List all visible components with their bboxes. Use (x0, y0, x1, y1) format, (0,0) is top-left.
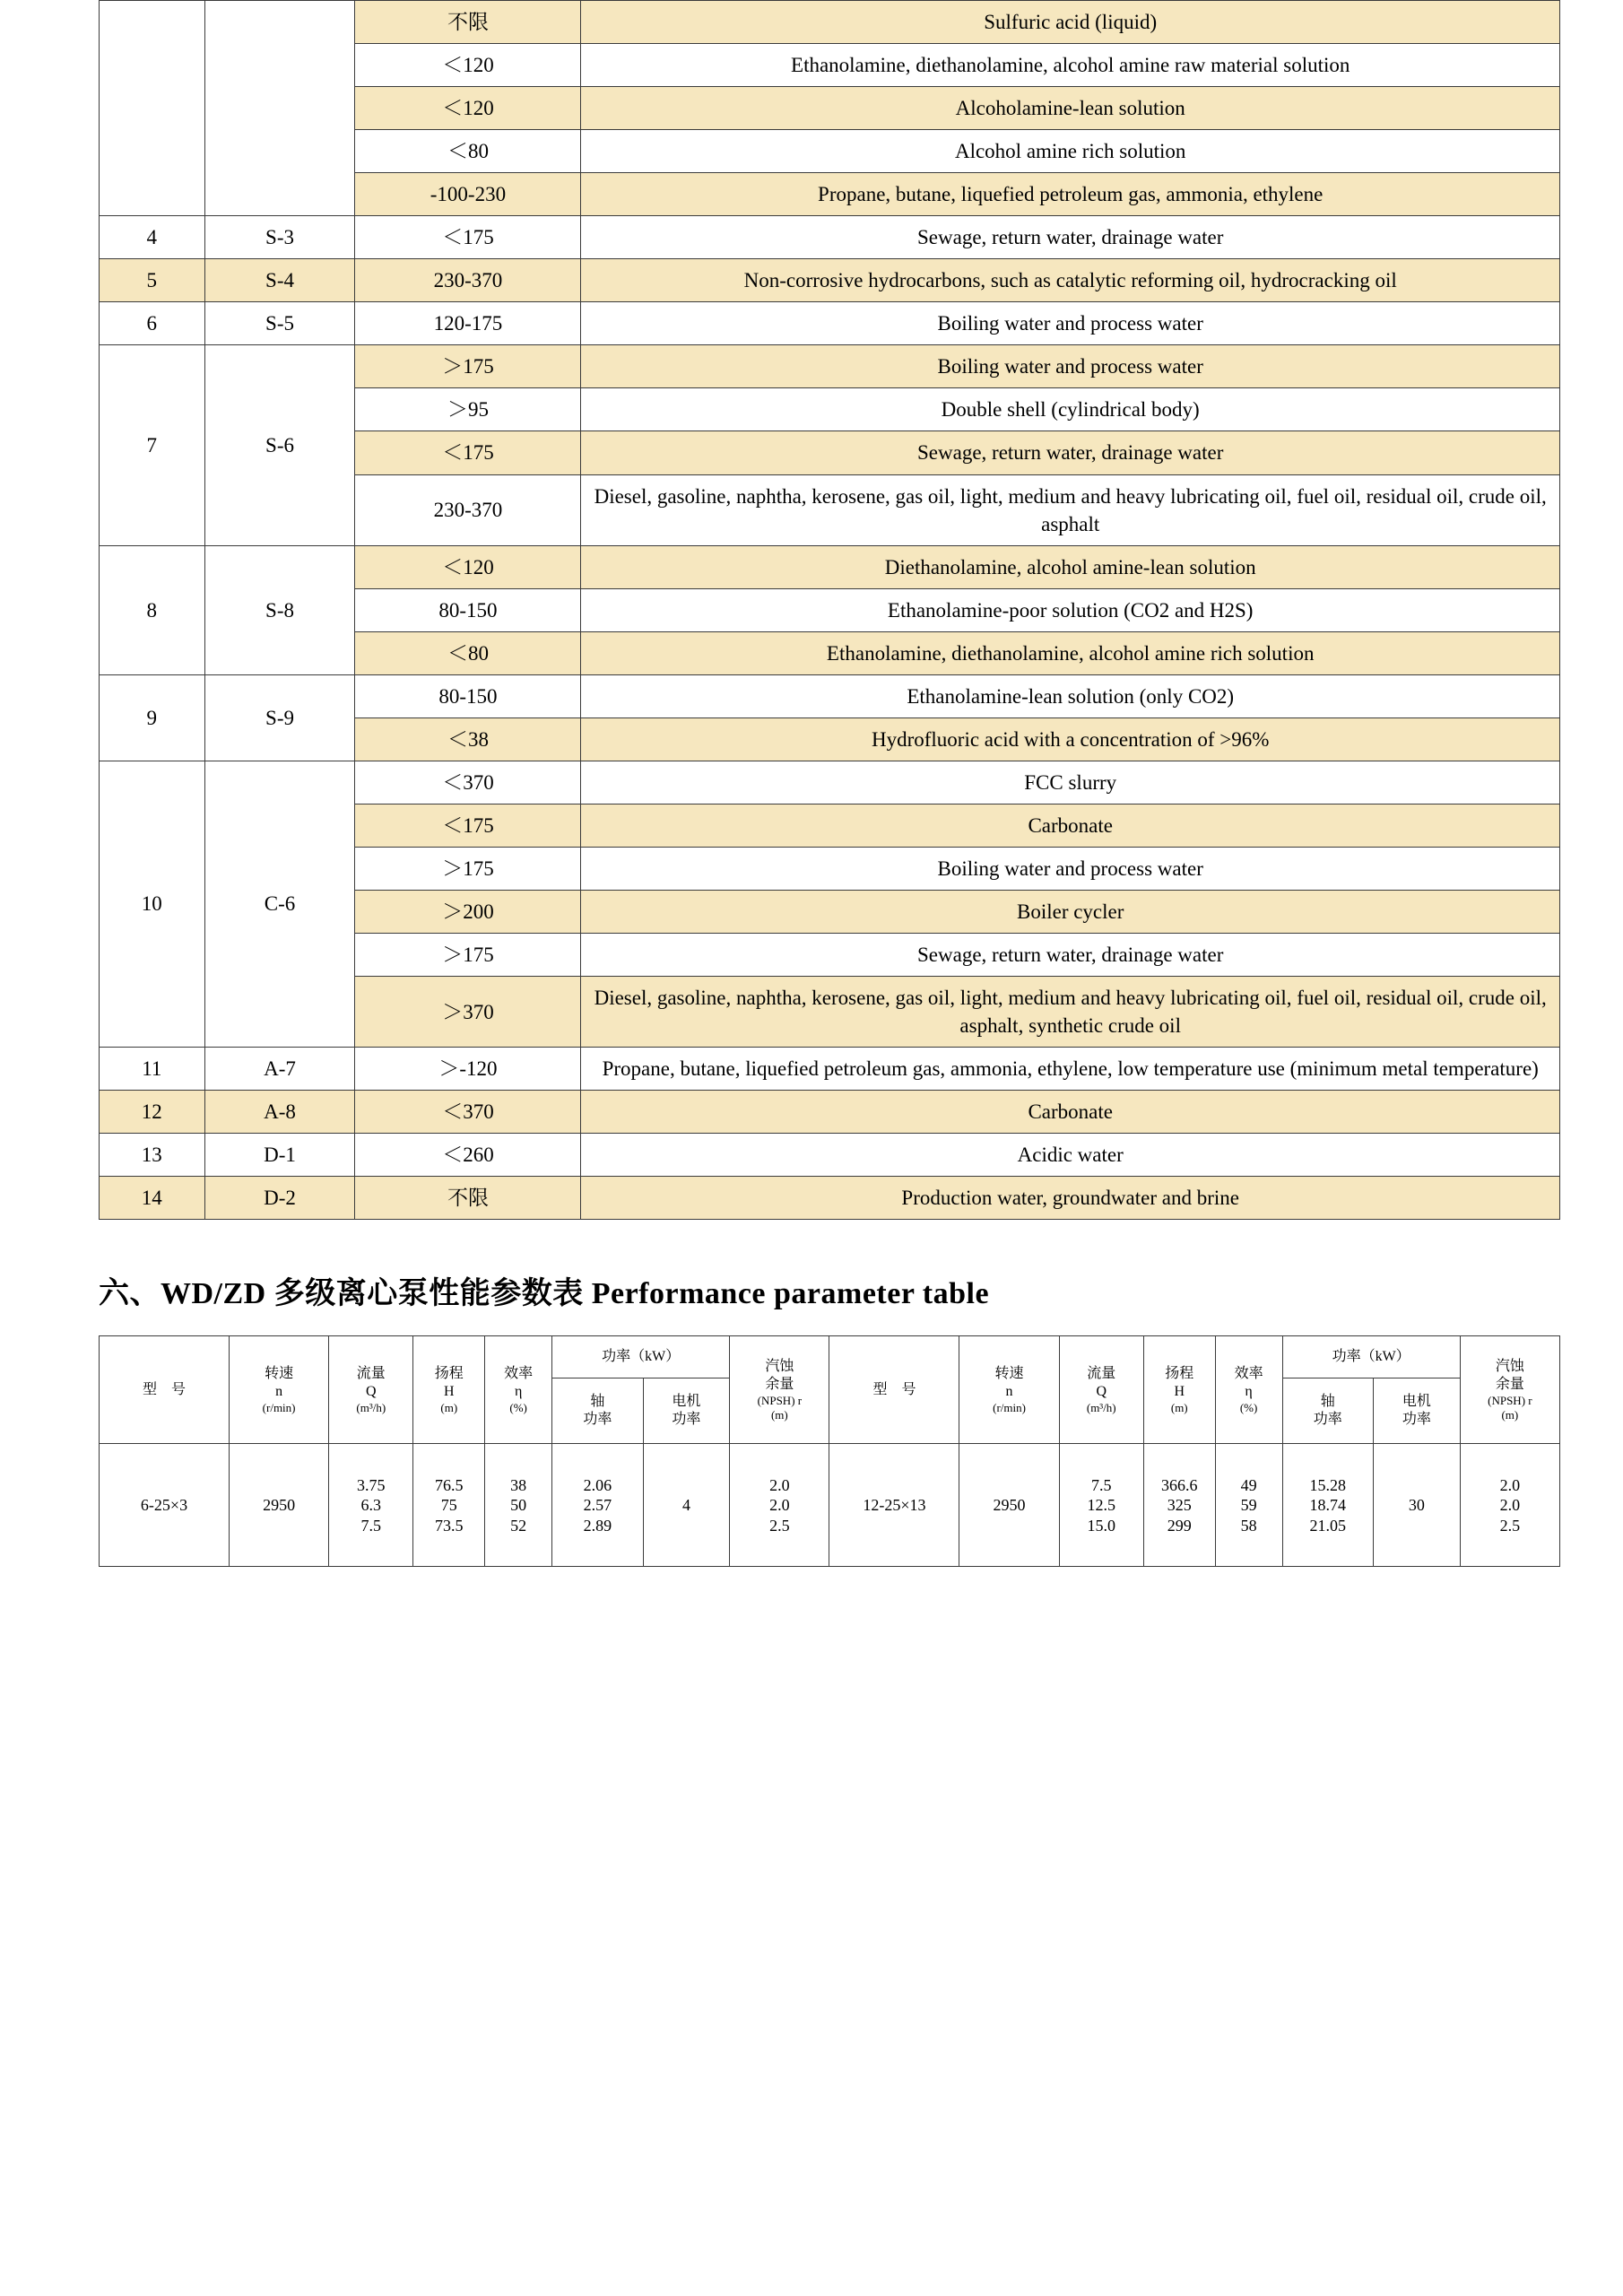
medium-cell: Alcohol amine rich solution (581, 130, 1560, 173)
temperature-cell: ＜260 (355, 1134, 581, 1177)
table-row (100, 1048, 1560, 1091)
table-row (100, 1134, 1560, 1177)
header-npsh-symbol: (NPSH) r (1488, 1393, 1532, 1407)
row-number-cell: 6 (100, 302, 205, 345)
header-shaft-power-right (1282, 1378, 1374, 1444)
header-flow-unit: (m³/h) (356, 1400, 386, 1414)
medium-cell: Propane, butane, liquefied petroleum gas, ammonia, ethylene, low temperature use (minimum metal temperature) (581, 1048, 1560, 1091)
header-head-unit: (m) (1170, 1400, 1188, 1414)
npsh-v1: 2.0 (1499, 1475, 1521, 1494)
npsh-v3: 2.5 (1499, 1516, 1521, 1535)
model-value-right: 12-25×13 (829, 1444, 959, 1567)
temperature-cell: ＜80 (355, 130, 581, 173)
header-shaft-power-l2: 功率 (1313, 1412, 1342, 1428)
header-flow-symbol: Q (366, 1383, 377, 1399)
head-v3: 299 (1167, 1516, 1192, 1535)
shaft-power-values-left (552, 1444, 644, 1567)
temperature-cell: ＞175 (355, 847, 581, 890)
medium-cell: Ethanolamine, diethanolamine, alcohol amine raw material solution (581, 44, 1560, 87)
row-number-cell: 10 (100, 761, 205, 1047)
temperature-cell: ＜175 (355, 216, 581, 259)
materials-table (99, 0, 1560, 1220)
motor-power-value-left: 4 (643, 1444, 730, 1567)
medium-cell: Sewage, return water, drainage water (581, 934, 1560, 977)
header-speed-symbol: n (275, 1383, 283, 1399)
temperature-cell: ＞95 (355, 388, 581, 431)
header-motor-power-l1: 电机 (1402, 1394, 1431, 1410)
header-flow-right (1059, 1336, 1143, 1444)
medium-cell: FCC slurry (581, 761, 1560, 804)
row-code-cell: S-4 (204, 259, 355, 302)
temperature-cell: 不限 (355, 1, 581, 44)
header-flow-symbol: Q (1096, 1383, 1107, 1399)
header-motor-power-l2: 功率 (672, 1412, 701, 1428)
header-head-symbol: H (444, 1383, 455, 1399)
npsh-v3: 2.5 (769, 1516, 790, 1535)
npsh-v2: 2.0 (769, 1496, 790, 1515)
header-head-unit: (m) (440, 1400, 458, 1414)
temperature-cell: 不限 (355, 1177, 581, 1220)
header-npsh-label1: 汽蚀 (765, 1358, 794, 1374)
flow-v3: 7.5 (360, 1516, 382, 1535)
row-number-cell: 4 (100, 216, 205, 259)
row-number-cell: 14 (100, 1177, 205, 1220)
medium-cell: Boiling water and process water (581, 302, 1560, 345)
temperature-cell: ＜370 (355, 1091, 581, 1134)
header-eff-symbol: η (514, 1383, 523, 1399)
table-row (100, 545, 1560, 588)
temperature-cell: ＞200 (355, 890, 581, 933)
header-motor-power-l1: 电机 (672, 1394, 701, 1410)
header-npsh-label2: 余量 (765, 1376, 794, 1392)
header-head-right (1143, 1336, 1215, 1444)
eff-v3: 52 (510, 1516, 527, 1535)
medium-cell: Boiling water and process water (581, 847, 1560, 890)
temperature-cell: ＜175 (355, 804, 581, 847)
medium-cell: Sewage, return water, drainage water (581, 216, 1560, 259)
shaft-v3: 21.05 (1309, 1516, 1347, 1535)
header-npsh-unit: (m) (770, 1407, 788, 1422)
medium-cell: Diesel, gasoline, naphtha, kerosene, gas oil, light, medium and heavy lubricating oil, fuel oil, residual oil, crude oil, asphalt (581, 474, 1560, 545)
shaft-v3: 2.89 (583, 1516, 612, 1535)
head-v1: 76.5 (435, 1475, 464, 1494)
motor-power-value-right: 30 (1374, 1444, 1461, 1567)
header-flow-label: 流量 (356, 1365, 386, 1381)
medium-cell: Sulfuric acid (liquid) (581, 1, 1560, 44)
medium-cell: Diesel, gasoline, naphtha, kerosene, gas oil, light, medium and heavy lubricating oil, fuel oil, residual oil, crude oil, asphalt, synthetic crude oil (581, 977, 1560, 1048)
head-v1: 366.6 (1161, 1475, 1198, 1494)
header-eff-unit: (%) (1239, 1400, 1258, 1414)
eff-v3: 58 (1240, 1516, 1257, 1535)
medium-cell: Diethanolamine, alcohol amine-lean solution (581, 545, 1560, 588)
header-npsh-right (1460, 1336, 1559, 1444)
medium-cell: Ethanolamine, diethanolamine, alcohol amine rich solution (581, 631, 1560, 674)
table-row (100, 1177, 1560, 1220)
medium-cell: Alcoholamine-lean solution (581, 87, 1560, 130)
flow-v1: 3.75 (357, 1475, 386, 1494)
npsh-values-left (730, 1444, 829, 1567)
medium-cell: Boiler cycler (581, 890, 1560, 933)
header-motor-power-left (643, 1378, 730, 1444)
npsh-values-right (1460, 1444, 1559, 1567)
eff-v1: 49 (1240, 1475, 1257, 1494)
header-efficiency-left (485, 1336, 552, 1444)
header-npsh-label1: 汽蚀 (1495, 1358, 1524, 1374)
header-speed-symbol: n (1005, 1383, 1013, 1399)
header-head-label: 扬程 (1165, 1365, 1194, 1381)
table-row (100, 216, 1560, 259)
temperature-cell: 80-150 (355, 674, 581, 718)
speed-value-right: 2950 (959, 1444, 1059, 1567)
temperature-cell: ＜370 (355, 761, 581, 804)
row-code-cell: A-8 (204, 1091, 355, 1134)
shaft-power-values-right (1282, 1444, 1374, 1567)
header-npsh-unit: (m) (1501, 1407, 1519, 1422)
medium-cell: Acidic water (581, 1134, 1560, 1177)
temperature-cell: ＜120 (355, 87, 581, 130)
temperature-cell: ＜120 (355, 44, 581, 87)
row-code-cell: S-6 (204, 345, 355, 545)
temperature-cell: ＞175 (355, 934, 581, 977)
eff-v1: 38 (510, 1475, 527, 1494)
row-number-cell: 9 (100, 674, 205, 761)
header-speed-unit: (r/min) (993, 1400, 1026, 1414)
temperature-cell: ＜80 (355, 631, 581, 674)
table-row (100, 761, 1560, 804)
table-row (100, 1, 1560, 44)
header-flow-label: 流量 (1087, 1365, 1116, 1381)
row-code-cell: S-3 (204, 216, 355, 259)
medium-cell: Propane, butane, liquefied petroleum gas, ammonia, ethylene (581, 173, 1560, 216)
header-speed-left (230, 1336, 329, 1444)
header-head-label: 扬程 (434, 1365, 464, 1381)
header-model-left: 型 号 (100, 1336, 230, 1444)
temperature-cell: ＜38 (355, 718, 581, 761)
header-speed-unit: (r/min) (262, 1400, 296, 1414)
header-npsh-symbol: (NPSH) r (757, 1393, 803, 1407)
flow-v1: 7.5 (1091, 1475, 1112, 1494)
row-number-cell (100, 1, 205, 216)
head-v2: 325 (1167, 1496, 1192, 1515)
row-number-cell: 11 (100, 1048, 205, 1091)
header-shaft-power-left (552, 1378, 644, 1444)
temperature-cell: 80-150 (355, 588, 581, 631)
header-shaft-power-l2: 功率 (583, 1412, 612, 1428)
flow-v3: 15.0 (1087, 1516, 1115, 1535)
flow-v2: 6.3 (360, 1496, 382, 1515)
table-row (100, 1091, 1560, 1134)
table-row (100, 302, 1560, 345)
temperature-cell: 230-370 (355, 259, 581, 302)
speed-value-left: 2950 (230, 1444, 329, 1567)
header-head-symbol: H (1174, 1383, 1185, 1399)
header-npsh-label2: 余量 (1495, 1376, 1524, 1392)
shaft-v2: 18.74 (1309, 1496, 1347, 1515)
header-speed-label: 转速 (265, 1365, 294, 1381)
header-eff-unit: (%) (509, 1400, 527, 1414)
row-number-cell: 13 (100, 1134, 205, 1177)
temperature-cell: -100-230 (355, 173, 581, 216)
temperature-cell: ＞175 (355, 345, 581, 388)
shaft-v1: 15.28 (1309, 1475, 1347, 1494)
header-model-right: 型 号 (829, 1336, 959, 1444)
materials-table-body (100, 1, 1560, 1220)
head-values-right (1143, 1444, 1215, 1567)
row-code-cell: C-6 (204, 761, 355, 1047)
medium-cell: Production water, groundwater and brine (581, 1177, 1560, 1220)
header-shaft-power-l1: 轴 (590, 1394, 605, 1410)
model-value-left: 6-25×3 (100, 1444, 230, 1567)
medium-cell: Ethanolamine-lean solution (only CO2) (581, 674, 1560, 718)
temperature-cell: 120-175 (355, 302, 581, 345)
header-npsh-left (730, 1336, 829, 1444)
header-shaft-power-l1: 轴 (1320, 1394, 1335, 1410)
header-power-group-right: 功率（kW） (1282, 1336, 1460, 1378)
header-eff-label: 效率 (504, 1365, 534, 1381)
npsh-v2: 2.0 (1499, 1496, 1521, 1515)
header-speed-right (959, 1336, 1059, 1444)
header-efficiency-right (1215, 1336, 1282, 1444)
efficiency-values-left (485, 1444, 552, 1567)
header-flow-left (329, 1336, 413, 1444)
medium-cell: Double shell (cylindrical body) (581, 388, 1560, 431)
row-code-cell: D-2 (204, 1177, 355, 1220)
medium-cell: Boiling water and process water (581, 345, 1560, 388)
medium-cell: Carbonate (581, 804, 1560, 847)
shaft-v2: 2.57 (583, 1496, 612, 1515)
flow-v2: 12.5 (1087, 1496, 1115, 1515)
performance-parameter-table (99, 1335, 1560, 1567)
row-code-cell: A-7 (204, 1048, 355, 1091)
header-speed-label: 转速 (994, 1365, 1024, 1381)
medium-cell: Non-corrosive hydrocarbons, such as catalytic reforming oil, hydrocracking oil (581, 259, 1560, 302)
medium-cell: Sewage, return water, drainage water (581, 431, 1560, 474)
head-v3: 73.5 (435, 1516, 464, 1535)
medium-cell: Ethanolamine-poor solution (CO2 and H2S) (581, 588, 1560, 631)
table-row (100, 259, 1560, 302)
row-code-cell: D-1 (204, 1134, 355, 1177)
table-row (100, 674, 1560, 718)
temperature-cell: 230-370 (355, 474, 581, 545)
medium-cell: Carbonate (581, 1091, 1560, 1134)
row-code-cell (204, 1, 355, 216)
npsh-v1: 2.0 (769, 1475, 790, 1494)
eff-v2: 50 (510, 1496, 527, 1515)
temperature-cell: ＜175 (355, 431, 581, 474)
flow-values-left (329, 1444, 413, 1567)
row-code-cell: S-5 (204, 302, 355, 345)
row-number-cell: 8 (100, 545, 205, 674)
row-number-cell: 12 (100, 1091, 205, 1134)
row-number-cell: 5 (100, 259, 205, 302)
header-power-group-left: 功率（kW） (552, 1336, 730, 1378)
temperature-cell: ＜120 (355, 545, 581, 588)
table-row (100, 345, 1560, 388)
header-eff-symbol: η (1245, 1383, 1253, 1399)
header-flow-unit: (m³/h) (1086, 1400, 1116, 1414)
header-head-left (413, 1336, 485, 1444)
efficiency-values-right (1215, 1444, 1282, 1567)
medium-cell: Hydrofluoric acid with a concentration of >96% (581, 718, 1560, 761)
header-motor-power-right (1374, 1378, 1461, 1444)
performance-data-row (100, 1444, 1560, 1567)
temperature-cell: ＞370 (355, 977, 581, 1048)
row-number-cell: 7 (100, 345, 205, 545)
head-values-left (413, 1444, 485, 1567)
performance-header-row (100, 1336, 1560, 1378)
row-code-cell: S-8 (204, 545, 355, 674)
header-motor-power-l2: 功率 (1402, 1412, 1431, 1428)
shaft-v1: 2.06 (583, 1475, 612, 1494)
temperature-cell: ＞-120 (355, 1048, 581, 1091)
flow-values-right (1059, 1444, 1143, 1567)
header-eff-label: 效率 (1234, 1365, 1263, 1381)
row-code-cell: S-9 (204, 674, 355, 761)
eff-v2: 59 (1240, 1496, 1257, 1515)
head-v2: 75 (440, 1496, 457, 1515)
section-heading: 六、WD/ZD 多级离心泵性能参数表 Performance parameter table (99, 1277, 990, 1311)
